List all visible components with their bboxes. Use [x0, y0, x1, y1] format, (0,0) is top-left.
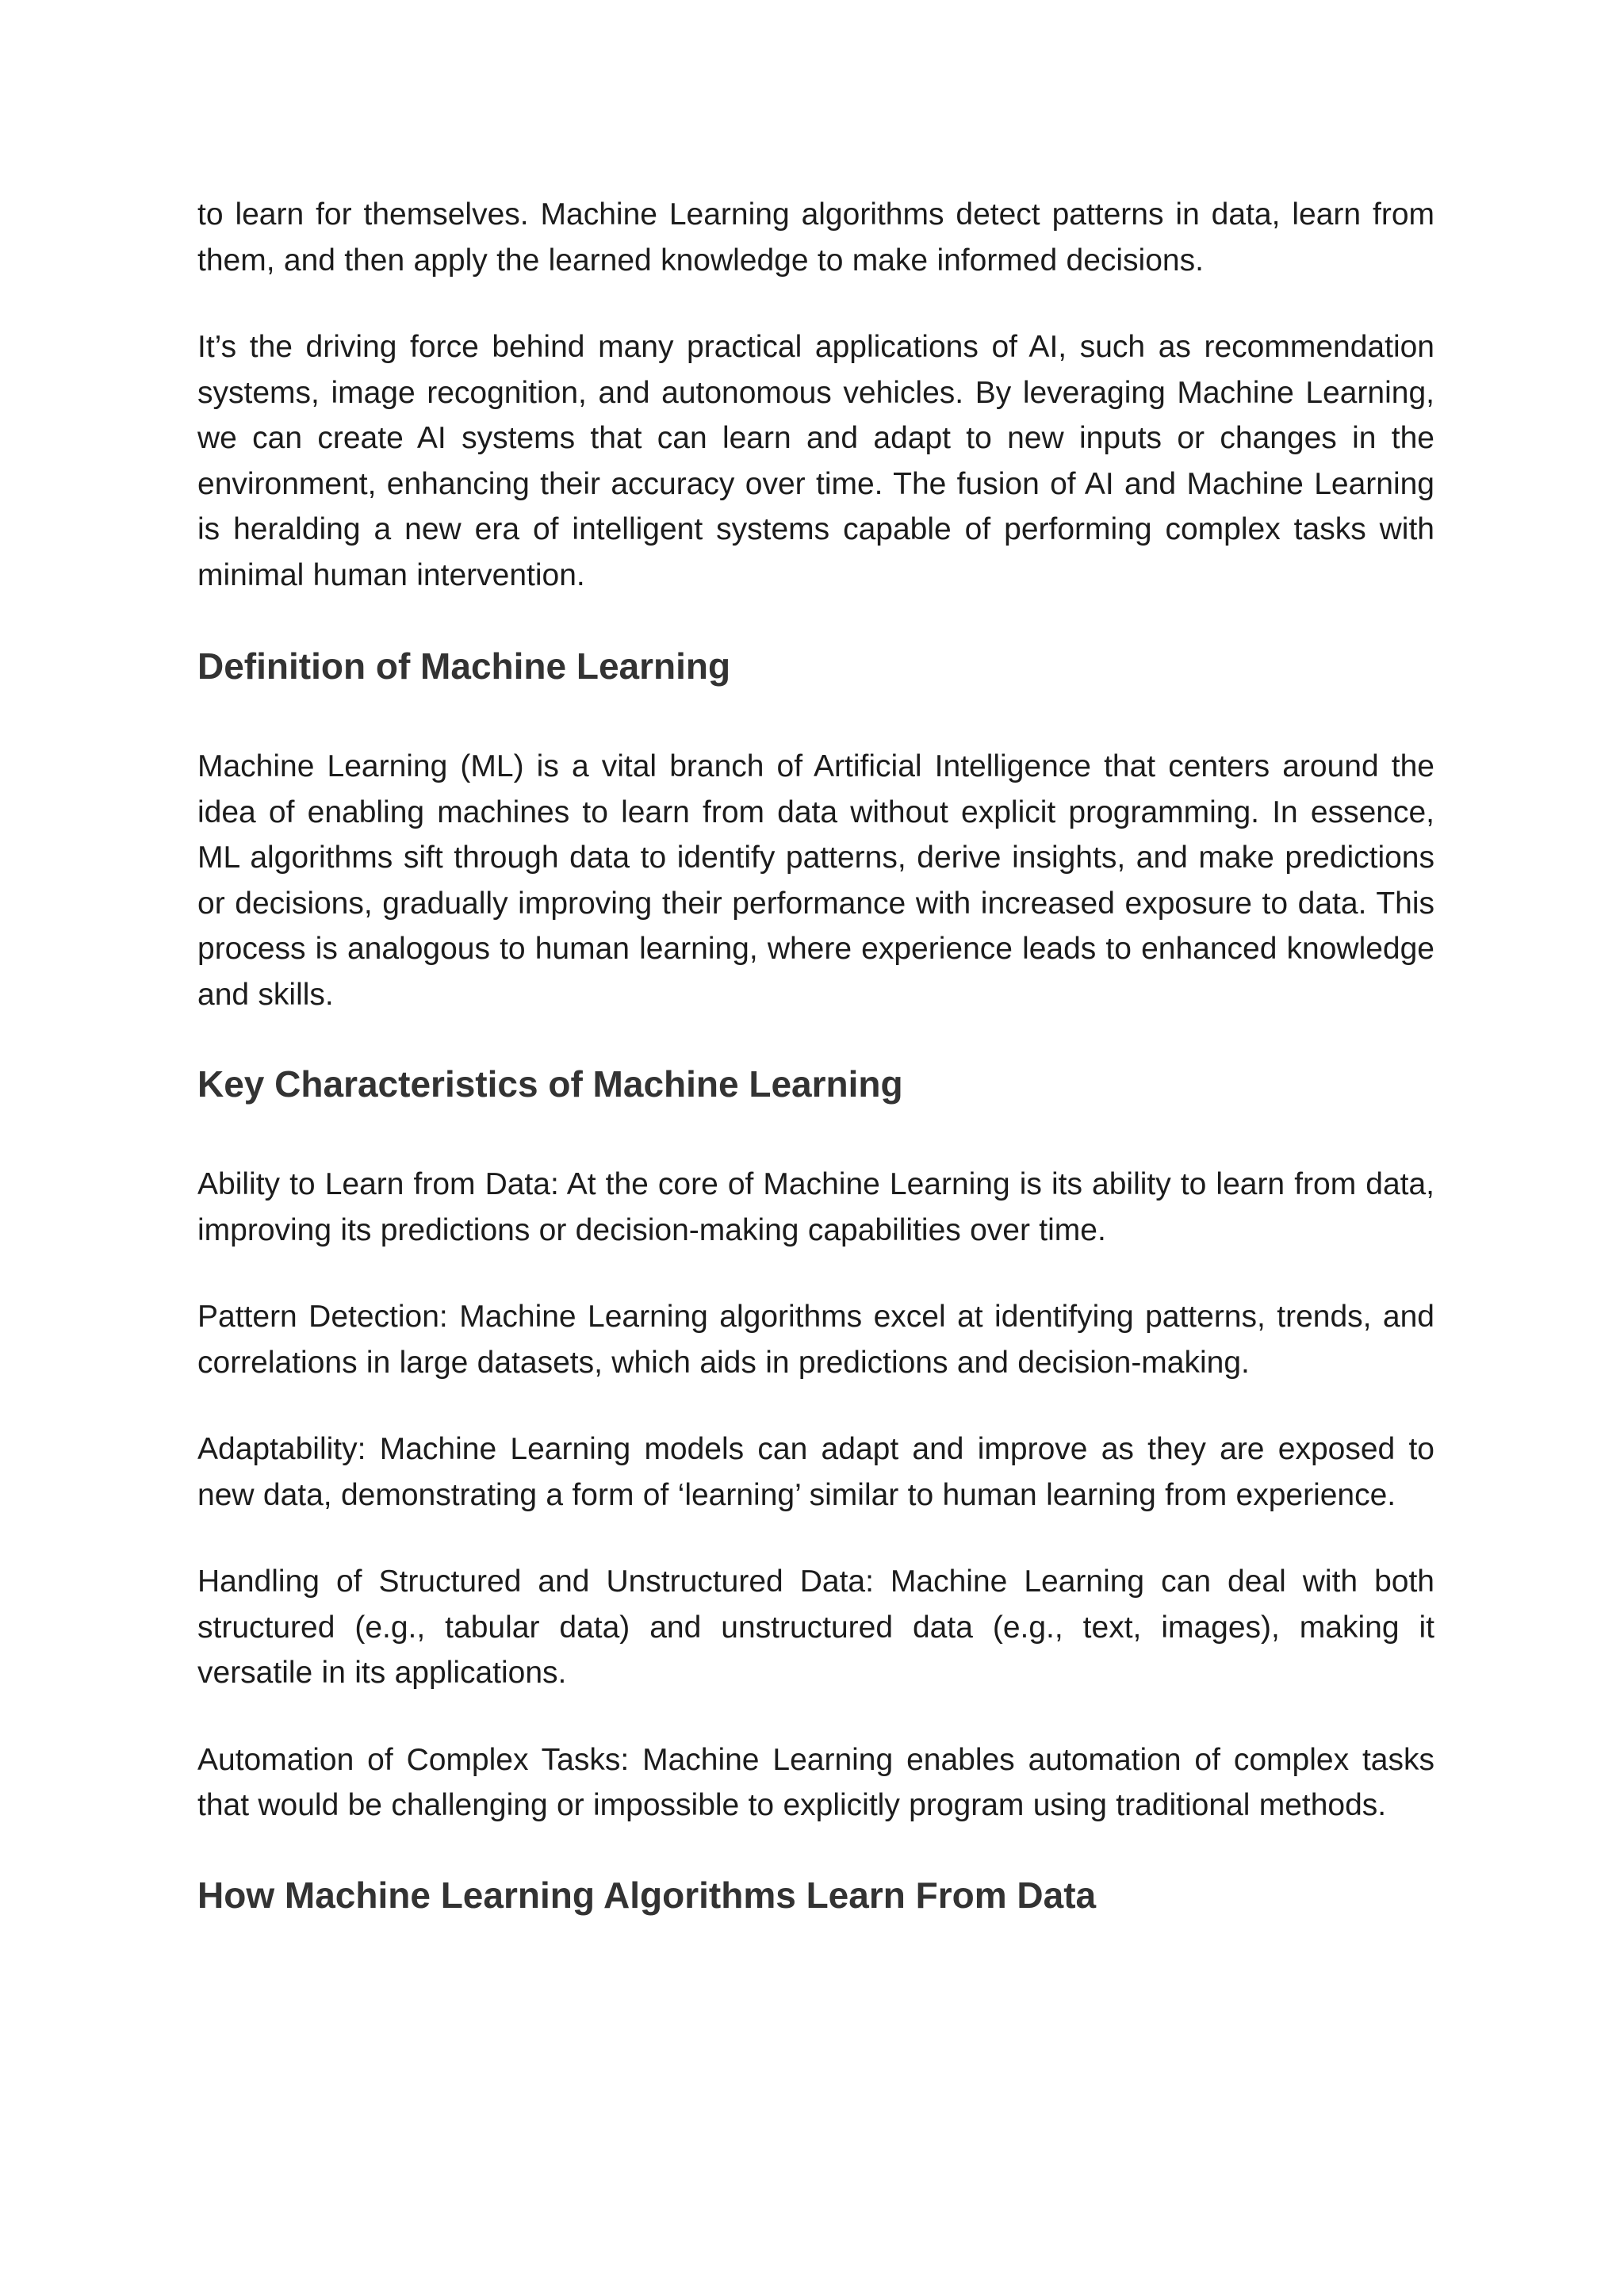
intro-paragraph: to learn for themselves. Machine Learning algorithms detect patterns in data, learn from them, and then apply the learned knowledge to make informed decisions. — [197, 197, 1434, 278]
intro-paragraph: It’s the driving force behind many practical applications of AI, such as recommendation systems, image recognition, and autonomous vehicles. By leveraging Machine Learning, we can create AI systems that can learn and adapt to new inputs or changes in the environment, enhancing their accuracy over time. The fusion of AI and Machine Learning is heralding a new era of intelligent systems capable of performing complex tasks with minimal human intervention. — [197, 330, 1434, 592]
characteristic-paragraph: Automation of Complex Tasks: Machine Learning enables automation of complex tasks that would be challenging or impossible to explicitly program using traditional methods. — [197, 1742, 1434, 1822]
section-heading-how-algorithms-learn: How Machine Learning Algorithms Learn From Data — [197, 1874, 1097, 1916]
document-body — [197, 192, 1434, 1973]
characteristic-paragraph: Adaptability: Machine Learning models can adapt and improve as they are exposed to new data, demonstrating a form of ‘learning’ similar to human learning from experience. — [197, 1432, 1434, 1512]
characteristic-paragraph: Ability to Learn from Data: At the core of Machine Learning is its ability to learn from data, improving its predictions or decision-making capabilities over time. — [197, 1167, 1434, 1247]
characteristic-paragraph: Pattern Detection: Machine Learning algorithms excel at identifying patterns, trends, and correlations in large datasets, which aids in predictions and decision-making. — [197, 1300, 1434, 1380]
characteristic-paragraph: Handling of Structured and Unstructured Data: Machine Learning can deal with both structured (e.g., tabular data) and unstructured data (e.g., text, images), making it versatile in its applications. — [197, 1564, 1434, 1690]
section-heading-definition: Definition of Machine Learning — [197, 645, 731, 687]
section-heading-key-characteristics: Key Characteristics of Machine Learning — [197, 1063, 903, 1105]
definition-paragraph: Machine Learning (ML) is a vital branch of Artificial Intelligence that centers around the idea of enabling machines to learn from data without explicit programming. In essence, ML algorithms sift through data to identify patterns, derive insights, and make predictions or decisions, gradually improving their performance with increased exposure to data. This process is analogous to human learning, where experience leads to enhanced knowledge and skills. — [197, 749, 1434, 1012]
